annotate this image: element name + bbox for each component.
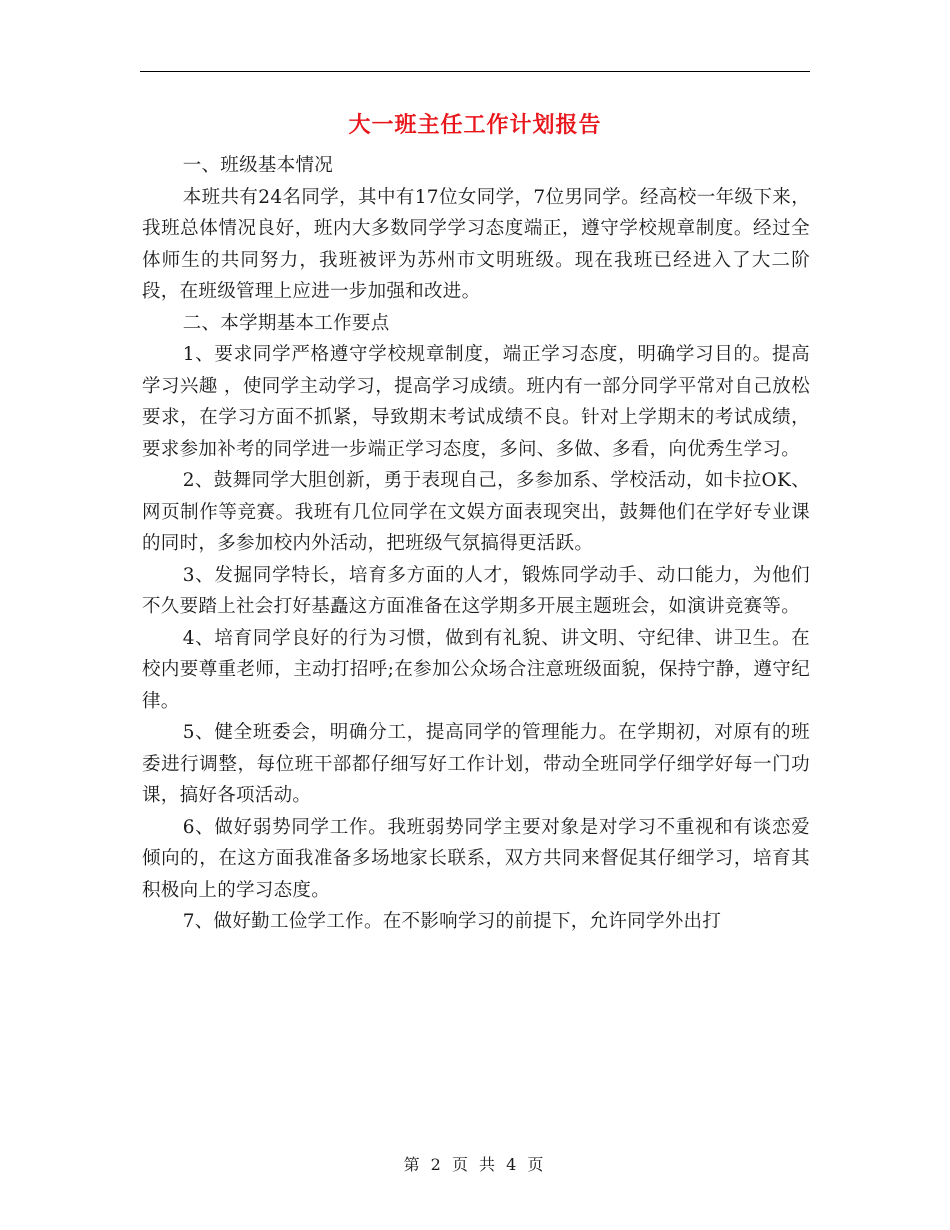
body-paragraph: 3、发掘同学特长，培育多方面的人才，锻炼同学动手、动口能力，为他们不久要踏上社会打好基矗这方面准备在这学期多开展主题班会，如演讲竞赛等。 xyxy=(142,564,810,617)
document-body xyxy=(142,150,810,938)
body-paragraph: 1、要求同学严格遵守学校规章制度，端正学习态度，明确学习目的。提高学习兴趣 ，使同学主动学习，提高学习成绩。班内有一部分同学平常对自己放松要求，在学习方面不抓紧，导致期末考试成绩不良。针对上学期末的考试成绩，要求参加补考的同学进一步端正学习态度，多问、多做、多看，向优秀生学习。 xyxy=(142,344,810,460)
body-paragraph: 本班共有24名同学，其中有17位女同学，7位男同学。经高校一年级下来，我班总体情况良好，班内大多数同学学习态度端正，遵守学校规章制度。经过全体师生的共同努力，我班被评为苏州市文明班级。现在我班已经进入了大二阶段，在班级管理上应进一步加强和改进。 xyxy=(142,186,810,302)
page-number-footer: 第 2 页 共 4 页 xyxy=(403,1155,547,1174)
body-paragraph: 4、培育同学良好的行为习惯，做到有礼貌、讲文明、守纪律、讲卫生。在校内要尊重老师，主动打招呼;在参加公众场合注意班级面貌，保持宁静，遵守纪律。 xyxy=(142,627,810,712)
section-heading: 一、班级基本情况 xyxy=(182,155,334,176)
body-paragraph: 2、鼓舞同学大胆创新，勇于表现自己，多参加系、学校活动，如卡拉OK、网页制作等竞赛。我班有几位同学在文娱方面表现突出，鼓舞他们在学好专业课的同时，多参加校内外活动，把班级气氛搞得更活跃。 xyxy=(142,470,810,554)
body-paragraph: 7、做好勤工俭学工作。在不影响学习的前提下，允许同学外出打 xyxy=(182,911,722,932)
section-heading: 二、本学期基本工作要点 xyxy=(182,312,390,334)
body-paragraph: 5、健全班委会，明确分工，提高同学的管理能力。在学期初，对原有的班委进行调整，每位班干部都仔细写好工作计划，带动全班同学仔细学好每一门功课，搞好各项活动。 xyxy=(142,722,810,806)
body-paragraph: 6、做好弱势同学工作。我班弱势同学主要对象是对学习不重视和有谈恋爱倾向的，在这方面我准备多场地家长联系，双方共同来督促其仔细学习，培育其积极向上的学习态度。 xyxy=(142,816,810,901)
document-title: 大一班主任工作计划报告 xyxy=(348,113,602,138)
header-rule xyxy=(140,71,810,72)
